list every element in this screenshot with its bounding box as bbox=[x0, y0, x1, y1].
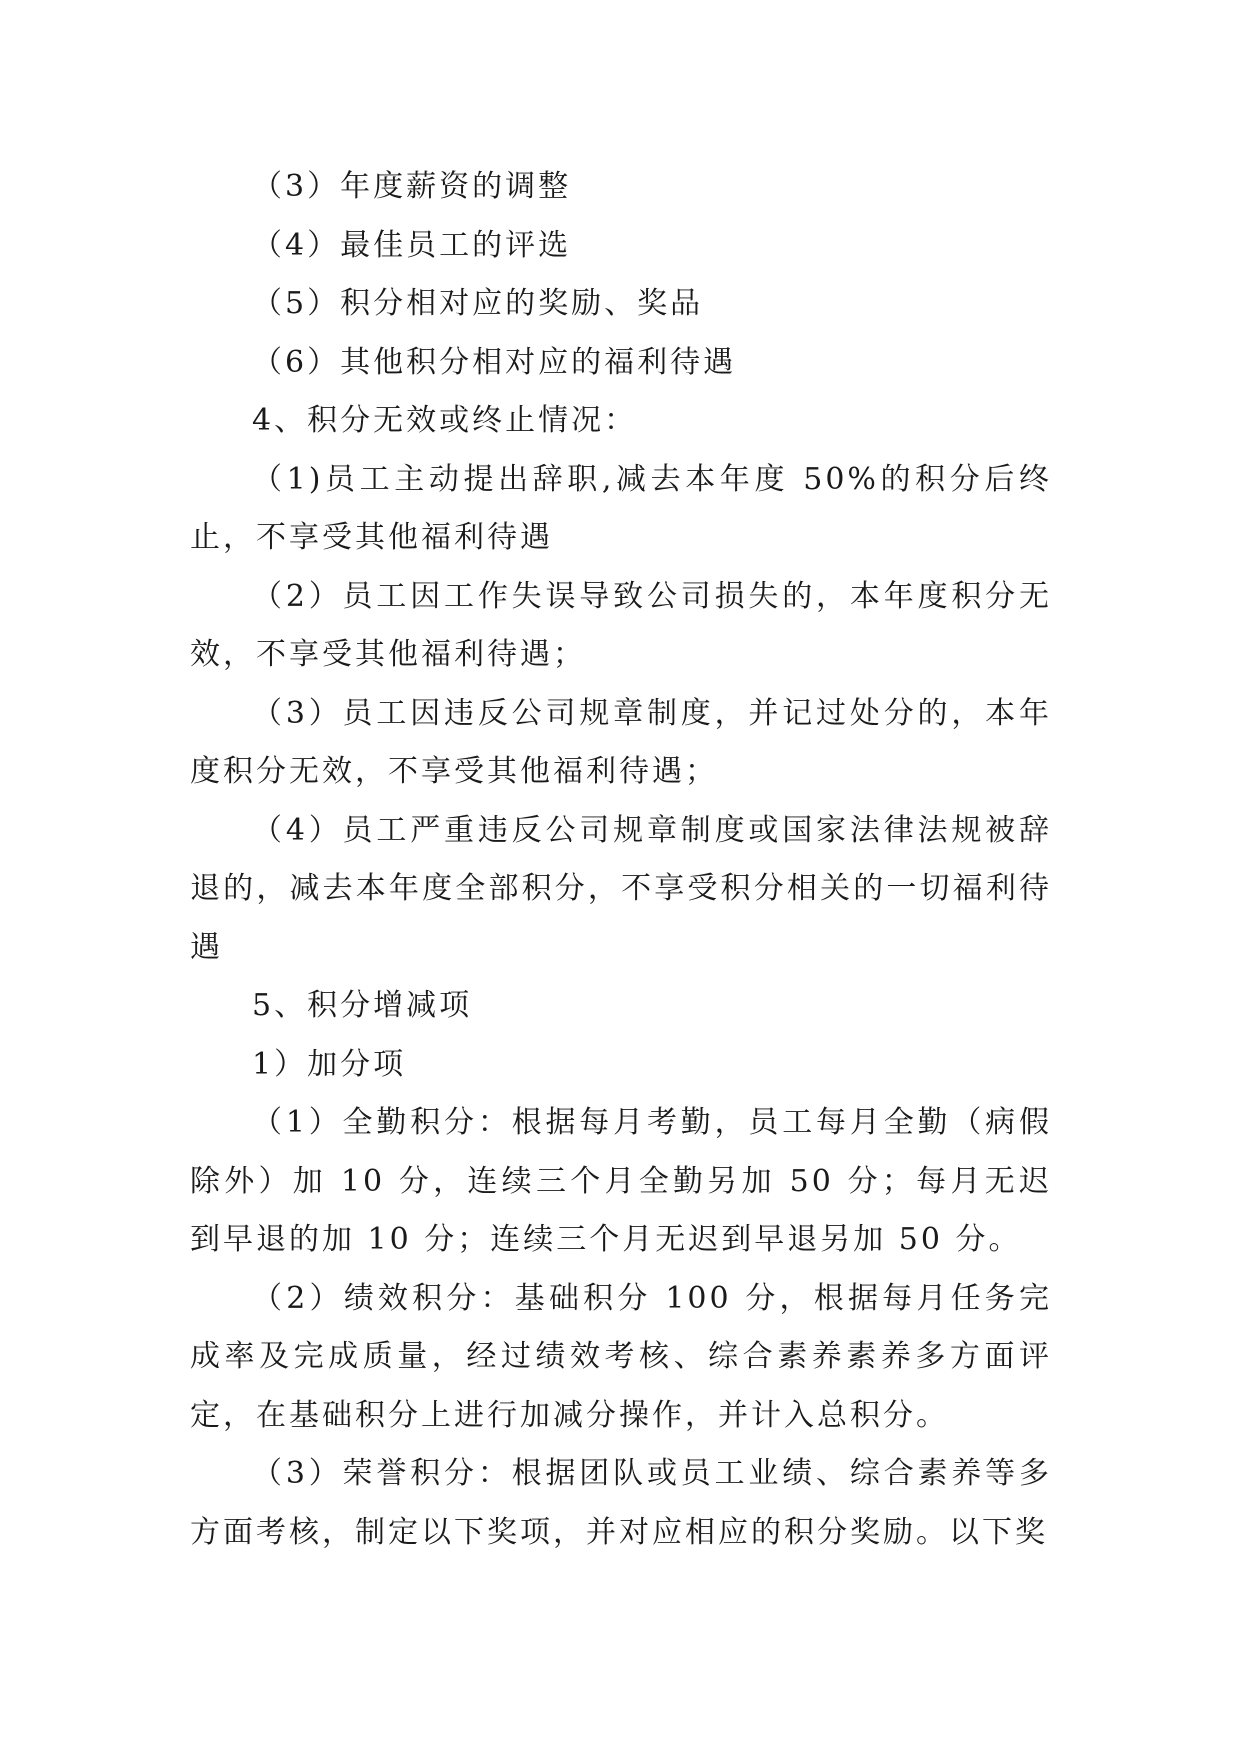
section-heading-invalid-points: 4、积分无效或终止情况： bbox=[252, 403, 638, 438]
section-heading-point-adjustments: 5、积分增减项 bbox=[252, 988, 473, 1023]
document-body bbox=[190, 158, 1052, 1562]
paragraph-work-error: （2）员工因工作失误导致公司损失的，本年度积分无效，不享受其他福利待遇； bbox=[190, 578, 1052, 672]
paragraph-annual-salary: （3）年度薪资的调整 bbox=[252, 169, 572, 204]
paragraph-performance-points: （2）绩效积分：基础积分 100 分，根据每月任务完成率及完成质量，经过绩效考核、综合素养素养多方面评定，在基础积分上进行加减分操作，并计入总积分。 bbox=[190, 1280, 1052, 1433]
subheading-bonus-items: 1）加分项 bbox=[252, 1046, 407, 1082]
paragraph-rule-violation: （3）员工因违反公司规章制度，并记过处分的，本年度积分无效，不享受其他福利待遇； bbox=[190, 695, 1052, 789]
paragraph-rewards: （5）积分相对应的奖励、奖品 bbox=[252, 286, 704, 321]
paragraph-dismissal: （4）员工严重违反公司规章制度或国家法律法规被辞退的，减去本年度全部积分，不享受积分相关的一切福利待遇 bbox=[190, 812, 1052, 965]
paragraph-resignation: （1)员工主动提出辞职,减去本年度 50%的积分后终止，不享受其他福利待遇 bbox=[190, 461, 1052, 555]
paragraph-honor-points: （3）荣誉积分：根据团队或员工业绩、综合素养等多方面考核，制定以下奖项，并对应相应的积分奖励。以下奖 bbox=[190, 1456, 1052, 1550]
paragraph-best-employee: （4）最佳员工的评选 bbox=[252, 227, 572, 263]
paragraph-attendance-points: （1）全勤积分：根据每月考勤，员工每月全勤（病假除外）加 10 分，连续三个月全勤另加 50 分；每月无迟到早退的加 10 分；连续三个月无迟到早退另加 50 分。 bbox=[190, 1105, 1052, 1257]
paragraph-other-benefits: （6）其他积分相对应的福利待遇 bbox=[252, 344, 737, 380]
